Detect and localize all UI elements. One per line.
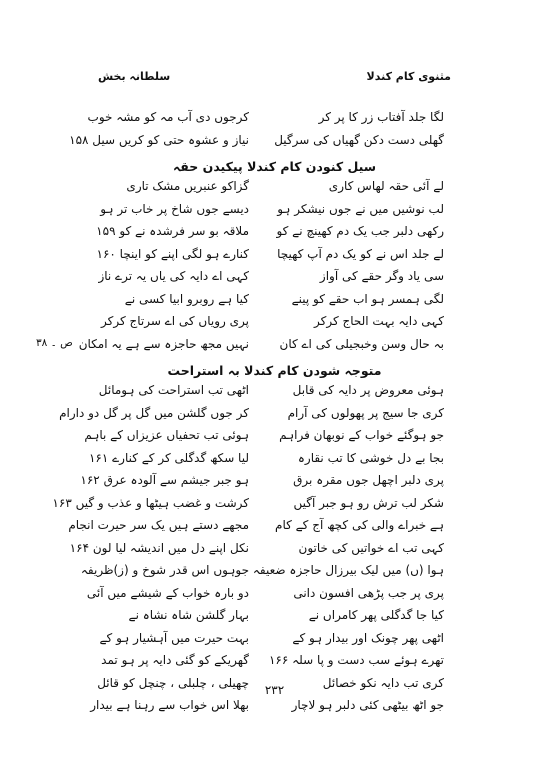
misra-second: نکل اپنے دل میں اندیشہ لیا لون ۱۶۴ [69, 540, 249, 555]
couplet [0, 110, 549, 133]
misra-first: لگی ہمسر ہو اب حقے کو پینے [291, 291, 444, 306]
misra-second: پری رویاں کی اے سرتاج کرکر [101, 314, 249, 328]
misra-second: کرشت و غضب ہیٹھا و عذب و گیں ۱۶۳ [52, 495, 249, 510]
misra-second: ملاقہ بو سر فرشدہ نے کو ۱۵۹ [96, 224, 249, 238]
misra-second: کرجوں دی آب مہ کو مشہ خوب [87, 110, 249, 124]
page-header [0, 70, 549, 90]
misra-second: کہی اے دایہ کی یاں یہ ترے ناز [98, 269, 249, 283]
misra-first: پری دلبر اچهل جوں مقرہ برق [293, 473, 444, 487]
misra-second: کنارے ہو لگی اپنے کو اینچا ۱۶۰ [96, 246, 249, 261]
misra-second: چهیلی ، چلبلی ، چنچل کو قائل [97, 675, 249, 690]
misra-second: بھلا اس خواب سے رہنا ہے بیدار [90, 698, 249, 712]
misra-first: کری تب دایہ نکو خصائل [322, 675, 444, 690]
misra-second: گزاکو عنبریں مشک تاری [126, 179, 249, 193]
misra-first: پری پر جب پڑھی افسون دانی [293, 585, 444, 600]
misra-second: بہت حیرت میں آہشیار ہو کے [99, 630, 249, 645]
misra-first: اٹھی پھر چونک اور بیدار ہو کے [292, 630, 444, 645]
couplet [0, 563, 549, 586]
couplet [0, 473, 549, 496]
couplet [0, 428, 549, 451]
misra-first: گهلی دست دکن گهیاں کی سرگیل [274, 132, 444, 147]
misra-first: ہے خبراے والی کی کچھ آج کے کام [275, 518, 444, 532]
couplet [0, 383, 549, 406]
misra-second: جوہوں اس قدر شوخ و (ز)ظریفہ [80, 563, 249, 577]
misra-first: لب نوشیں میں نے جوں نیشکر ہو [277, 201, 444, 216]
couplet [0, 406, 549, 429]
misra-first: لگا جلد آفتاب زر کا پر کر [318, 110, 444, 124]
couplet [0, 518, 549, 541]
couplet [0, 631, 549, 654]
couplet [0, 269, 549, 292]
couplet [0, 586, 549, 609]
misra-first: لے جلد اس نے کو یک دم آپ کھیچا [277, 246, 444, 261]
page-number: ۲۳۲ [264, 683, 285, 697]
couplet [0, 179, 549, 202]
misra-first: لے آئی حقہ لهاس کاری [328, 179, 444, 193]
misra-second: بہار گلشن شاہ نشاہ نے [128, 608, 249, 622]
misra-first: ہوئی معروض پر دایہ کی قابل [292, 383, 444, 397]
couplet [0, 451, 549, 474]
couplet [0, 224, 549, 247]
couplet [0, 337, 549, 360]
misra-second: دیسے جوں شاخ پر خاب تر ہو [100, 201, 249, 216]
misra-second: اٹھی تب استراحت کی ہومائل [98, 383, 249, 397]
misra-first: رکھی دلبر جب یک دم کهینچ نے کو [276, 224, 444, 238]
couplet [0, 608, 549, 631]
margin-reference: ص ۔ ۳۸ [36, 336, 73, 349]
misra-second: دو بارہ خواب کے شیشے میں آئی [86, 585, 249, 600]
misra-second: گهریکے کو گئی دایہ پر ہو تمد [101, 653, 249, 667]
section-heading: متوجہ شودن کام کندلا بہ استراحت [167, 363, 382, 378]
couplet [0, 314, 549, 337]
misra-first: ہوا (ں) میں لیک بیرزال حاجزہ ضعیفہ [252, 563, 444, 577]
poem-body [0, 110, 549, 721]
couplet [0, 133, 549, 156]
misra-second: مجھے دستے ہیں یک سر حیرت انجام [68, 518, 249, 532]
couplet [0, 653, 549, 676]
section-heading: سیل کنودن کام کندلا پیکیدن حقہ [172, 159, 376, 174]
misra-first: شکر لب ترش رو ہو جبر آگیں [293, 495, 444, 510]
misra-first: کیا جا گدگلی پھر کامراں نے [308, 608, 444, 622]
couplet [0, 541, 549, 564]
misra-first: سی یاد وگر حقے کی آواز [319, 269, 444, 283]
misra-second: کر جوں گلشن میں گل پر گل دو دارام [59, 405, 249, 420]
misra-first: بجا بے دل خوشی کا تب نقارہ [297, 450, 444, 465]
couplet [0, 202, 549, 225]
misra-first: کری جا سیج پر پهولوں کی آرام [287, 405, 444, 420]
misra-second: نہیں مجھ حاجزہ سے ہے یہ امکان [78, 336, 249, 351]
misra-first: کہی تب اے خواتیں کی خاتون [298, 540, 444, 555]
misra-first: تھرے ہوئے سب دست و پا سلہ ۱۶۶ [268, 653, 444, 667]
couplet [0, 292, 549, 315]
couplet [0, 496, 549, 519]
misra-first: بہ حال وسن وخبجیلی کی اے کان [279, 336, 444, 351]
misra-first: جو اٹھ بیٹھی کئی دلبر ہو لاچار [291, 698, 444, 712]
header-book-title: مثنوی کام کندلا [366, 70, 451, 83]
couplet [0, 247, 549, 270]
misra-first: کہی دایہ بہت الحاج کرکر [313, 314, 444, 328]
misra-second: کیا ہے روبرو ابیا کسی نے [124, 291, 249, 306]
misra-first: جو ہوگئے خواب کے نوبهان فراہم [279, 428, 444, 442]
header-author: سلطانہ بخش [98, 70, 171, 83]
misra-second: لیا سکھ گدگلی کر کے کنارے ۱۶۱ [88, 450, 249, 465]
misra-second: نیاز و عشوہ حتی کو کریں سیل ۱۵۸ [69, 132, 249, 147]
misra-second: ہو جبر جیشم سے آلودہ عرق ۱۶۲ [80, 473, 249, 487]
misra-second: ہوئی تب تحفیاں عزیزاں کے باہم [84, 428, 249, 442]
couplet [0, 698, 549, 721]
